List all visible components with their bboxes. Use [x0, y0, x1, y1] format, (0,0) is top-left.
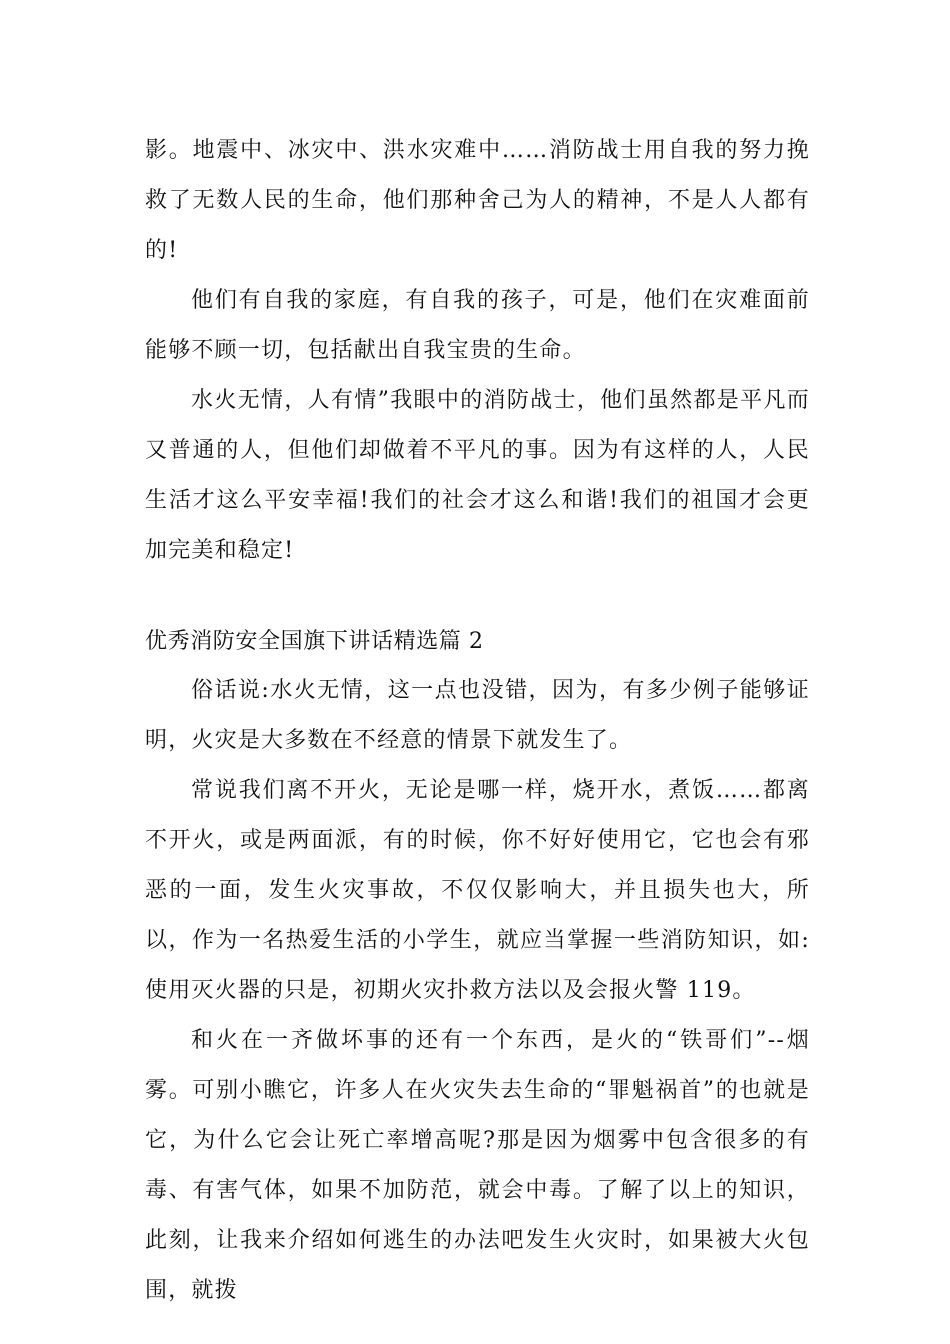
paragraph-proverb: 俗话说:水火无情，这一点也没错，因为，有多少例子能够证明，火灾是大多数在不经意的情景下就发生了。	[145, 678, 810, 753]
paragraph-family: 他们有自我的家庭，有自我的孩子，可是，他们在灾难面前能够不顾一切，包括献出自我宝贵的生命。	[145, 288, 810, 363]
section-heading: 优秀消防安全国旗下讲话精选篇 2	[145, 629, 484, 654]
paragraph-water-fire: 水火无情，人有情”我眼中的消防战士，他们虽然都是平凡而又普通的人，但他们却做着不平凡的事。因为有这样的人，人民生活才这么平安幸福!我们的社会才这么和谐!我们的祖国才会更加完美和稳定!	[145, 388, 810, 563]
paragraph-continuation: 影。地震中、冰灾中、洪水灾难中……消防战士用自我的努力挽救了无数人民的生命，他们那种舍己为人的精神，不是人人都有的!	[145, 138, 810, 263]
document-body	[145, 126, 810, 1316]
section-spacer	[145, 576, 810, 618]
paragraph-smoke: 和火在一齐做坏事的还有一个东西，是火的“铁哥们”--烟雾。可别小瞧它，许多人在火灾失去生命的“罪魁祸首”的也就是它，为什么它会让死亡率增高呢?那是因为烟雾中包含很多的有毒、有害气体，如果不加防范，就会中毒。了解了以上的知识，此刻，让我来介绍如何逃生的办法吧发生火灾时，如果被大火包围，就拨	[145, 1028, 810, 1303]
paragraph-fire-usage: 常说我们离不开火，无论是哪一样，烧开水，煮饭……都离不开火，或是两面派，有的时候，你不好好使用它，它也会有邪恶的一面，发生火灾事故，不仅仅影响大，并且损失也大，所以，作为一名热爱生活的小学生，就应当掌握一些消防知识，如:使用灭火器的只是，初期火灾扑救方法以及会报火警 119。	[145, 778, 810, 1003]
